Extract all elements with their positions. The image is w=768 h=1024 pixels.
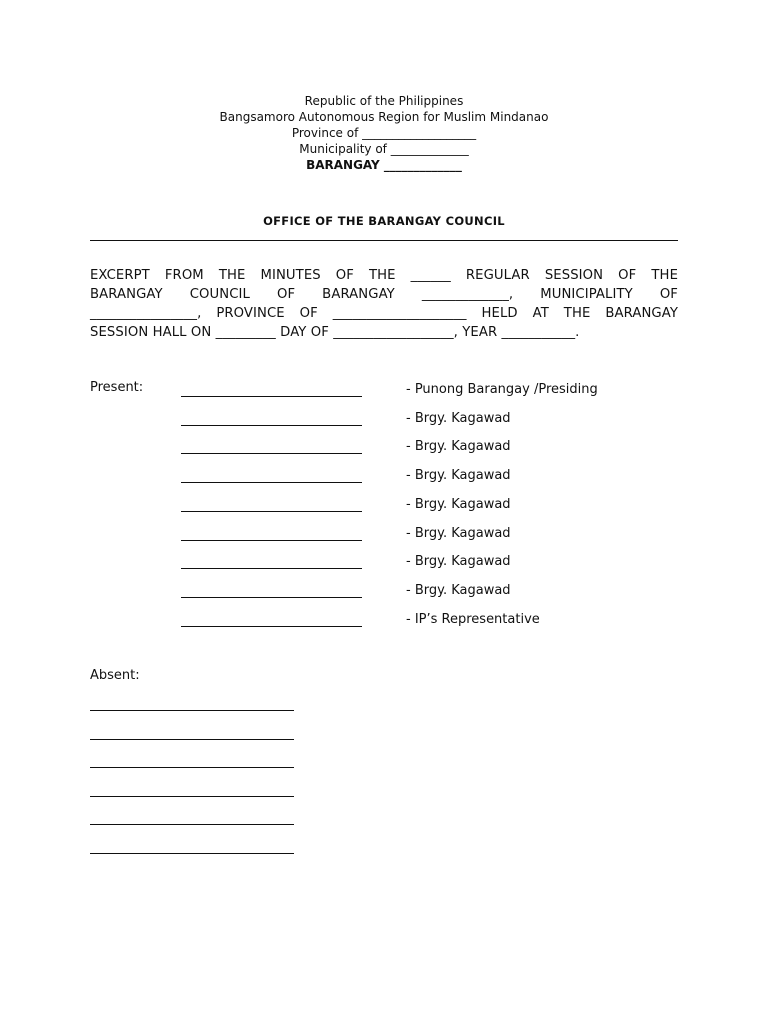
present-role: - Punong Barangay /Presiding: [406, 382, 598, 397]
present-row: [0, 381, 768, 401]
present-row: [0, 525, 768, 545]
excerpt-line-4: SESSION HALL ON _________ DAY OF __________________, YEAR ___________.: [90, 325, 580, 340]
absent-name-blank-line: [90, 796, 294, 797]
name-blank-line: [181, 540, 362, 541]
present-row: [0, 582, 768, 602]
name-blank-line: [181, 396, 362, 397]
excerpt-paragraph: [90, 266, 678, 342]
header-barangay: BARANGAY _____________: [306, 158, 462, 172]
excerpt-line-3: ________________, PROVINCE OF ____________________ HELD AT THE BARANGAY: [90, 306, 678, 321]
present-row: [0, 467, 768, 487]
name-blank-line: [181, 425, 362, 426]
name-blank-line: [181, 482, 362, 483]
present-role: - Brgy. Kagawad: [406, 410, 511, 426]
present-role: - Brgy. Kagawad: [406, 468, 511, 484]
header-province: Province of ___________________: [291, 126, 477, 140]
absent-name-blank-line: [90, 739, 294, 740]
present-role: - Brgy. Kagawad: [406, 525, 511, 541]
absent-name-blank-line: [90, 710, 294, 711]
absent-label: Absent:: [90, 668, 140, 683]
present-role: - Brgy. Kagawad: [406, 554, 511, 570]
present-role: - Brgy. Kagawad: [406, 582, 511, 598]
name-blank-line: [181, 511, 362, 512]
present-role: - Brgy. Kagawad: [406, 439, 511, 455]
present-row: [0, 553, 768, 573]
excerpt-line-1: EXCERPT FROM THE MINUTES OF THE ______ REGULAR SESSION OF THE: [90, 268, 678, 283]
present-row: [0, 438, 768, 458]
present-role: - Brgy. Kagawad: [406, 496, 511, 512]
name-blank-line: [181, 453, 362, 454]
name-blank-line: [181, 568, 362, 569]
header-republic: Republic of the Philippines: [304, 94, 464, 108]
name-blank-line: [181, 626, 362, 627]
present-label: Present:: [90, 380, 144, 395]
title-rule: [90, 240, 678, 241]
present-row: [0, 496, 768, 516]
absent-name-blank-line: [90, 853, 294, 854]
office-title: OFFICE OF THE BARANGAY COUNCIL: [263, 214, 505, 228]
document-header: [0, 93, 768, 173]
present-role: - IP’s Representative: [406, 611, 540, 627]
present-row: [0, 611, 768, 631]
name-blank-line: [181, 597, 362, 598]
header-region: Bangsamoro Autonomous Region for Muslim Mindanao: [219, 110, 549, 124]
absent-name-blank-line: [90, 767, 294, 768]
excerpt-line-2: BARANGAY COUNCIL OF BARANGAY _____________, MUNICIPALITY OF: [90, 287, 678, 302]
header-municipality: Municipality of _____________: [299, 142, 469, 156]
present-row: [0, 410, 768, 430]
absent-name-blank-line: [90, 824, 294, 825]
